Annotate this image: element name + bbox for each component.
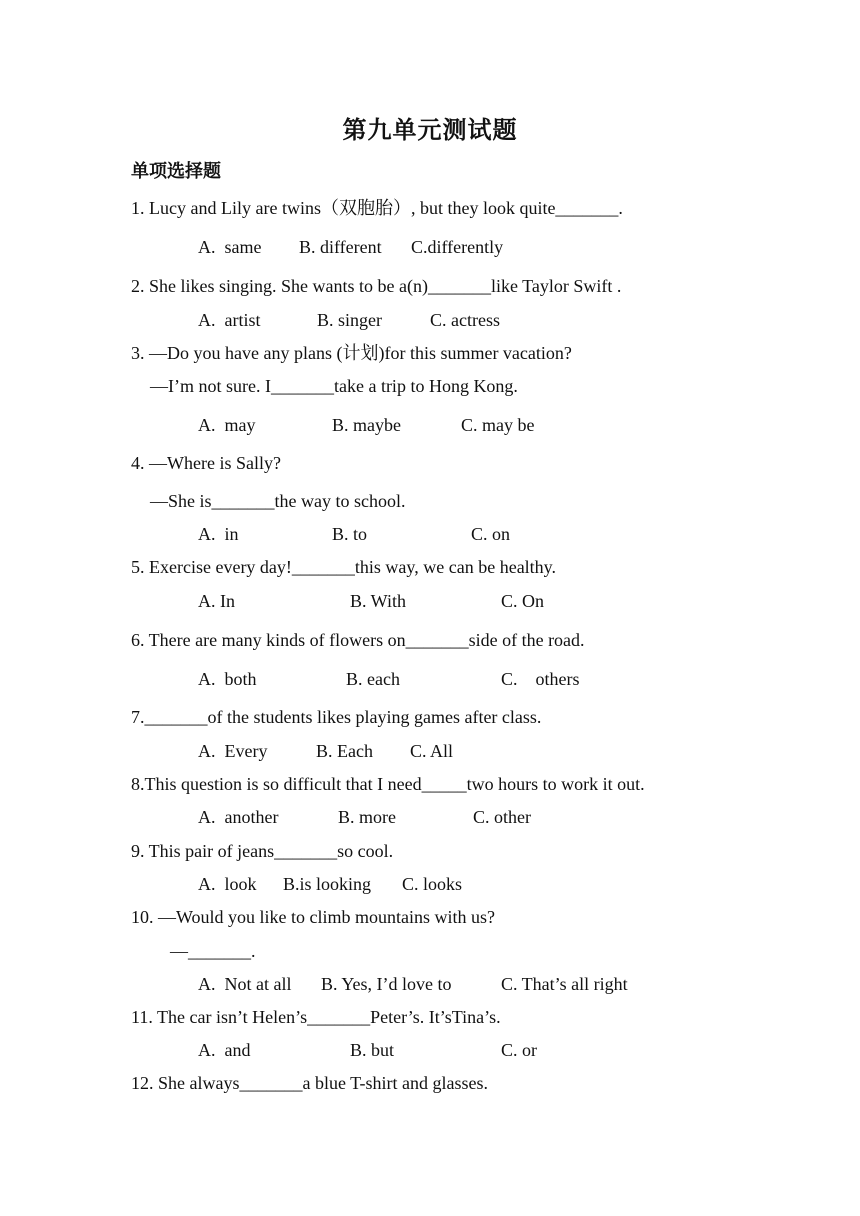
question-5: 5. Exercise every day!_______this way, we can be healthy.	[131, 557, 557, 577]
q8-option-b: B. more	[338, 807, 396, 827]
q4-option-a: A. in	[198, 524, 239, 544]
question-11: 11. The car isn’t Helen’s_______Peter’s. It’sTina’s.	[131, 1007, 501, 1027]
q5-option-b: B. With	[350, 591, 406, 611]
q8-option-c: C. other	[473, 807, 531, 827]
q9-option-b: B.is looking	[283, 874, 372, 894]
q10-option-a: A. Not at all	[198, 974, 292, 994]
q6-option-b: B. each	[346, 669, 400, 689]
q2-option-a: A. artist	[198, 310, 261, 330]
q9-option-a: A. look	[198, 874, 257, 894]
q10-option-c: C. That’s all right	[501, 974, 628, 994]
section-heading: 单项选择题	[131, 161, 221, 182]
q2-option-c: C. actress	[430, 310, 500, 330]
question-10-answer-line: —_______.	[170, 941, 256, 961]
question-2: 2. She likes singing. She wants to be a(n)_______like Taylor Swift .	[131, 276, 622, 296]
q4-option-b: B. to	[332, 524, 368, 544]
q7-option-a: A. Every	[198, 741, 268, 761]
question-3-answer-line: —I’m not sure. I_______take a trip to Hong Kong.	[150, 376, 518, 396]
question-3: 3. —Do you have any plans (计划)for this summer vacation?	[131, 343, 572, 363]
question-8: 8.This question is so difficult that I need_____two hours to work it out.	[131, 774, 645, 794]
q3-option-c: C. may be	[461, 415, 535, 435]
question-4: 4. —Where is Sally?	[131, 453, 281, 473]
q11-option-b: B. but	[350, 1040, 395, 1060]
q6-option-c: C. others	[501, 669, 580, 689]
q1-option-a: A. same	[198, 237, 262, 257]
q11-option-a: A. and	[198, 1040, 251, 1060]
q10-option-b: B. Yes, I’d love to	[321, 974, 452, 994]
q3-option-a: A. may	[198, 415, 256, 435]
q11-option-c: C. or	[501, 1040, 537, 1060]
q7-option-b: B. Each	[316, 741, 373, 761]
q1-option-b: B. different	[299, 237, 382, 257]
question-10: 10. —Would you like to climb mountains with us?	[131, 907, 496, 927]
question-6: 6. There are many kinds of flowers on_______side of the road.	[131, 630, 585, 650]
q4-option-c: C. on	[471, 524, 511, 544]
question-1: 1. Lucy and Lily are twins（双胞胎）, but they look quite_______.	[131, 198, 623, 218]
question-12: 12. She always_______a blue T-shirt and glasses.	[131, 1073, 488, 1093]
q6-option-a: A. both	[198, 669, 257, 689]
question-7: 7._______of the students likes playing games after class.	[131, 707, 542, 727]
q3-option-b: B. maybe	[332, 415, 401, 435]
q1-option-c: C.differently	[411, 237, 504, 257]
page-title: 第九单元测试题	[342, 116, 518, 144]
q2-option-b: B. singer	[317, 310, 382, 330]
q9-option-c: C. looks	[402, 874, 463, 894]
q8-option-a: A. another	[198, 807, 279, 827]
question-4-answer-line: —She is_______the way to school.	[150, 491, 406, 511]
q5-option-c: C. On	[501, 591, 545, 611]
question-9: 9. This pair of jeans_______so cool.	[131, 841, 394, 861]
q7-option-c: C. All	[410, 741, 454, 761]
q5-option-a: A. In	[198, 591, 235, 611]
